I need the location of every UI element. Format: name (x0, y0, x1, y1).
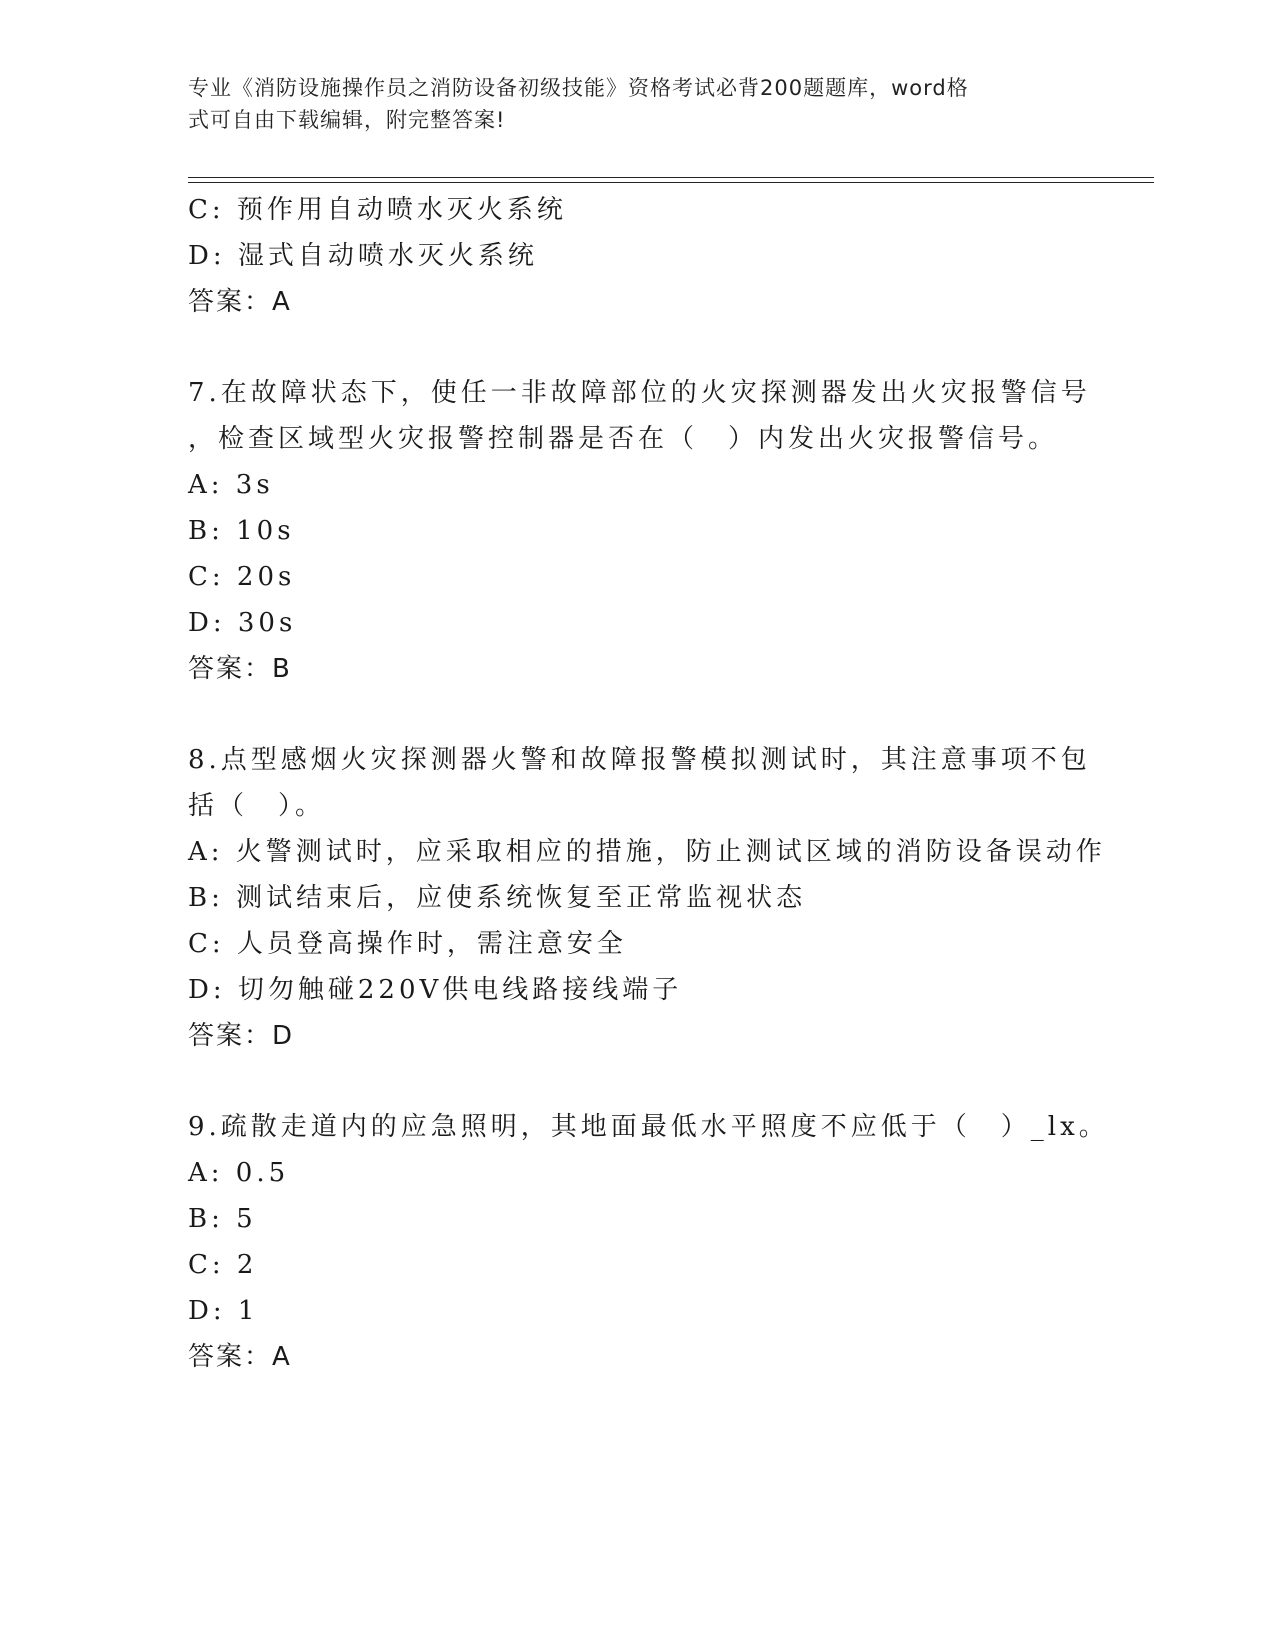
question-9 (188, 1104, 1118, 1380)
option-c: C: 2 (188, 1250, 258, 1280)
option-c: C: 预作用自动喷水灭火系统 (188, 195, 567, 225)
option-a: A: 火警测试时，应采取相应的措施，防止测试区域的消防设备误动作 (188, 837, 1106, 867)
question-stem-line: 括（ ）。 (188, 791, 326, 821)
header-divider-top (188, 177, 1154, 178)
option-c: C: 人员登高操作时，需注意安全 (188, 929, 627, 959)
answer: 答案：A (188, 287, 292, 317)
header-divider-bottom (188, 182, 1154, 183)
option-c: C: 20s (188, 562, 296, 592)
answer: 答案：B (188, 654, 292, 684)
header-line-2: 式可自由下载编辑，附完整答案! (188, 108, 506, 132)
question-7 (188, 370, 1118, 692)
option-d: D: 30s (188, 608, 297, 638)
answer: 答案：A (188, 1342, 292, 1372)
answer: 答案：D (188, 1021, 295, 1051)
option-a: A: 3s (188, 470, 274, 500)
option-d: D: 1 (188, 1296, 259, 1326)
question-stem-line: 9.疏散走道内的应急照明，其地面最低水平照度不应低于（ ）_lx。 (188, 1112, 1109, 1142)
option-a: A: 0.5 (188, 1158, 290, 1188)
question-6-tail (188, 187, 1118, 325)
option-d: D: 切勿触碰220V供电线路接线端子 (188, 975, 683, 1005)
question-stem-line: ，检查区域型火灾报警控制器是否在（ ）内发出火灾报警信号。 (188, 424, 1059, 454)
question-stem-line: 8.点型感烟火灾探测器火警和故障报警模拟测试时，其注意事项不包 (188, 745, 1091, 775)
question-8 (188, 737, 1118, 1059)
question-stem-line: 7.在故障状态下，使任一非故障部位的火灾探测器发出火灾报警信号 (188, 378, 1091, 408)
document-header (188, 72, 1078, 136)
question-list (188, 187, 1118, 1380)
option-d: D: 湿式自动喷水灭火系统 (188, 241, 538, 271)
option-b: B: 10s (188, 516, 295, 546)
option-b: B: 5 (188, 1204, 257, 1234)
option-b: B: 测试结束后，应使系统恢复至正常监视状态 (188, 883, 807, 913)
header-line-1: 专业《消防设施操作员之消防设备初级技能》资格考试必背200题题库，word格 (188, 76, 969, 100)
